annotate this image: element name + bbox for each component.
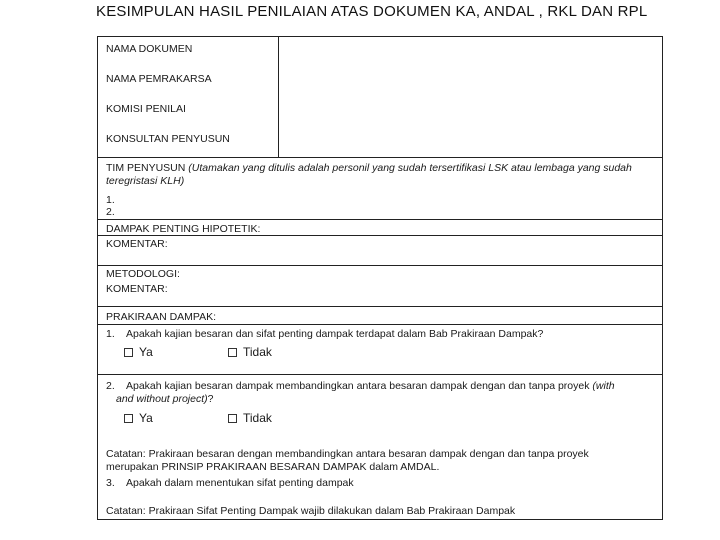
question-2-number: 2. — [106, 380, 115, 392]
label-nama-dokumen: NAMA DOKUMEN — [106, 43, 193, 55]
question-2-italic-b: and without project) — [116, 393, 208, 405]
q2-tidak-label: Tidak — [243, 411, 272, 425]
catatan-1-line-1: Catatan: Prakiraan besaran dengan membandingkan antara besaran dampak dengan dan tanpa proyek — [106, 448, 589, 460]
dampak-komentar-label: KOMENTAR: — [106, 238, 168, 250]
tim-item-1: 1. — [106, 194, 115, 206]
question-2-end: ? — [207, 393, 214, 405]
question-2-text: Apakah kajian besaran dampak membandingkan antara besaran dampak dengan dan tanpa proyek — [126, 380, 590, 392]
tim-item-2: 2. — [106, 206, 115, 218]
question-2-cont — [116, 393, 213, 405]
q1-option-ya[interactable] — [124, 345, 153, 359]
q1-option-tidak[interactable] — [228, 345, 272, 359]
question-1-text: Apakah kajian besaran dan sifat penting dampak terdapat dalam Bab Prakiraan Dampak? — [126, 328, 544, 340]
question-3-number: 3. — [106, 477, 115, 489]
question-2 — [106, 380, 615, 392]
divider — [98, 219, 662, 220]
catatan-1-line-2: merupakan PRINSIP PRAKIRAAN BESARAN DAMPAK dalam AMDAL. — [106, 461, 440, 473]
divider — [98, 324, 662, 325]
document-title: KESIMPULAN HASIL PENILAIAN ATAS DOKUMEN KA, ANDAL , RKL DAN RPL — [96, 3, 648, 20]
question-1 — [106, 328, 543, 340]
label-konsultan-penyusun: KONSULTAN PENYUSUN — [106, 133, 230, 145]
prakiraan-dampak-label: PRAKIRAAN DAMPAK: — [106, 311, 217, 323]
question-2-italic-a: (with — [592, 380, 615, 392]
value-konsultan-penyusun[interactable] — [279, 127, 662, 157]
divider — [98, 265, 662, 266]
metodologi-komentar-label: KOMENTAR: — [106, 283, 168, 295]
tim-penyusun-label: TIM PENYUSUN — [106, 162, 186, 174]
divider — [98, 235, 662, 236]
catatan-2: Catatan: Prakiraan Sifat Penting Dampak wajib dilakukan dalam Bab Prakiraan Dampak — [106, 505, 516, 517]
metodologi-label: METODOLOGI: — [106, 268, 180, 280]
divider — [98, 374, 662, 375]
question-3-text: Apakah dalam menentukan sifat penting dampak — [126, 477, 354, 489]
tim-penyusun-note: (Utamakan yang ditulis adalah personil yang sudah tersertifikasi LSK atau lembaga yang sudah teregristasi KLH) — [106, 162, 632, 187]
q2-option-ya[interactable] — [124, 411, 153, 425]
q2-ya-label: Ya — [139, 411, 153, 425]
q1-ya-checkbox[interactable] — [124, 348, 133, 357]
q1-ya-label: Ya — [139, 345, 153, 359]
value-nama-pemrakarsa[interactable] — [279, 67, 662, 97]
assessment-form — [97, 36, 663, 520]
divider — [98, 306, 662, 307]
q1-tidak-label: Tidak — [243, 345, 272, 359]
q1-tidak-checkbox[interactable] — [228, 348, 237, 357]
dampak-penting-label: DAMPAK PENTING HIPOTETIK: — [106, 223, 261, 235]
value-komisi-penilai[interactable] — [279, 97, 662, 127]
divider — [98, 157, 662, 158]
q2-tidak-checkbox[interactable] — [228, 414, 237, 423]
label-komisi-penilai: KOMISI PENILAI — [106, 103, 186, 115]
question-1-number: 1. — [106, 328, 115, 340]
tim-penyusun-block — [106, 162, 654, 188]
label-nama-pemrakarsa: NAMA PEMRAKARSA — [106, 73, 212, 85]
q2-ya-checkbox[interactable] — [124, 414, 133, 423]
question-3 — [106, 477, 354, 489]
q2-option-tidak[interactable] — [228, 411, 272, 425]
value-nama-dokumen[interactable] — [279, 37, 662, 67]
